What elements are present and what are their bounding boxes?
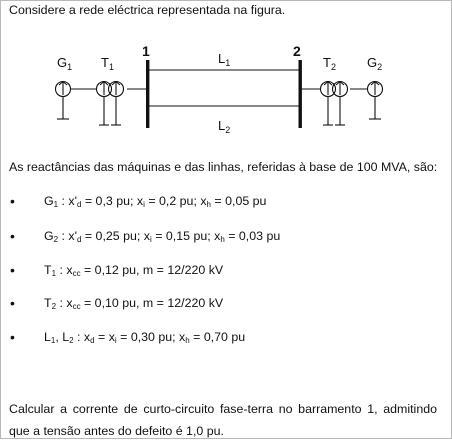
bullet-icon: •	[10, 329, 15, 345]
transformer-t2-symbol	[321, 82, 348, 126]
item-t1-text: $T_1$ : $x_{cc} = 0,12$ pu, m = 12/220 kV	[44, 263, 224, 278]
bullet-icon: •	[10, 262, 15, 278]
busbar-2	[299, 60, 302, 128]
line-l2-label: $L_2$	[218, 118, 231, 135]
bullet-icon: •	[10, 193, 15, 209]
bus-2-label: 2	[293, 43, 301, 59]
generator-g2-symbol	[368, 82, 383, 120]
reactances-paragraph: As reactâncias das máquinas e das linhas, referidas à base de 100 MVA, são:	[9, 160, 438, 174]
question-text: Calcular a corrente de curto-circuito fase-terra no barramento 1, admitindo que a tensão antes do defeito é 1,0 pu.	[9, 402, 437, 438]
item-t2-text: $T_2$ : $x_{cc} = 0,10$ pu, m = 12/220 kV	[44, 296, 224, 311]
gen-g1-label: $G_1$	[57, 55, 73, 72]
item-g2-text: $G_2$ : $x'_d = 0,25$ pu; $x_i = 0,15$ pu; $x_h = 0,03$ pu	[44, 229, 281, 244]
busbar-1	[146, 60, 149, 128]
trafo-t2-label: $T_2$	[323, 55, 336, 72]
transformer-t1-symbol	[97, 82, 124, 126]
bullet-icon: •	[10, 295, 15, 311]
intro-text: Considere a rede eléctrica representada na figura.	[9, 3, 286, 17]
network-diagram	[0, 0, 452, 160]
item-lines-text: $L_1$, $L_2$ : $x_d = x_i = 0,30$ pu; $x_h = 0,70$ pu	[44, 330, 246, 345]
bullet-icon: •	[10, 228, 15, 244]
bus-1-label: 1	[142, 43, 150, 59]
trafo-t1-label: $T_1$	[101, 55, 114, 72]
generator-g1-symbol	[56, 82, 71, 120]
item-g1-text: $G_1$ : $x'_d = 0,3$ pu; $x_i = 0,2$ pu; $x_h = 0,05$ pu	[44, 194, 267, 209]
gen-g2-label: $G_2$	[367, 55, 383, 72]
line-l1-label: $L_1$	[218, 51, 231, 68]
